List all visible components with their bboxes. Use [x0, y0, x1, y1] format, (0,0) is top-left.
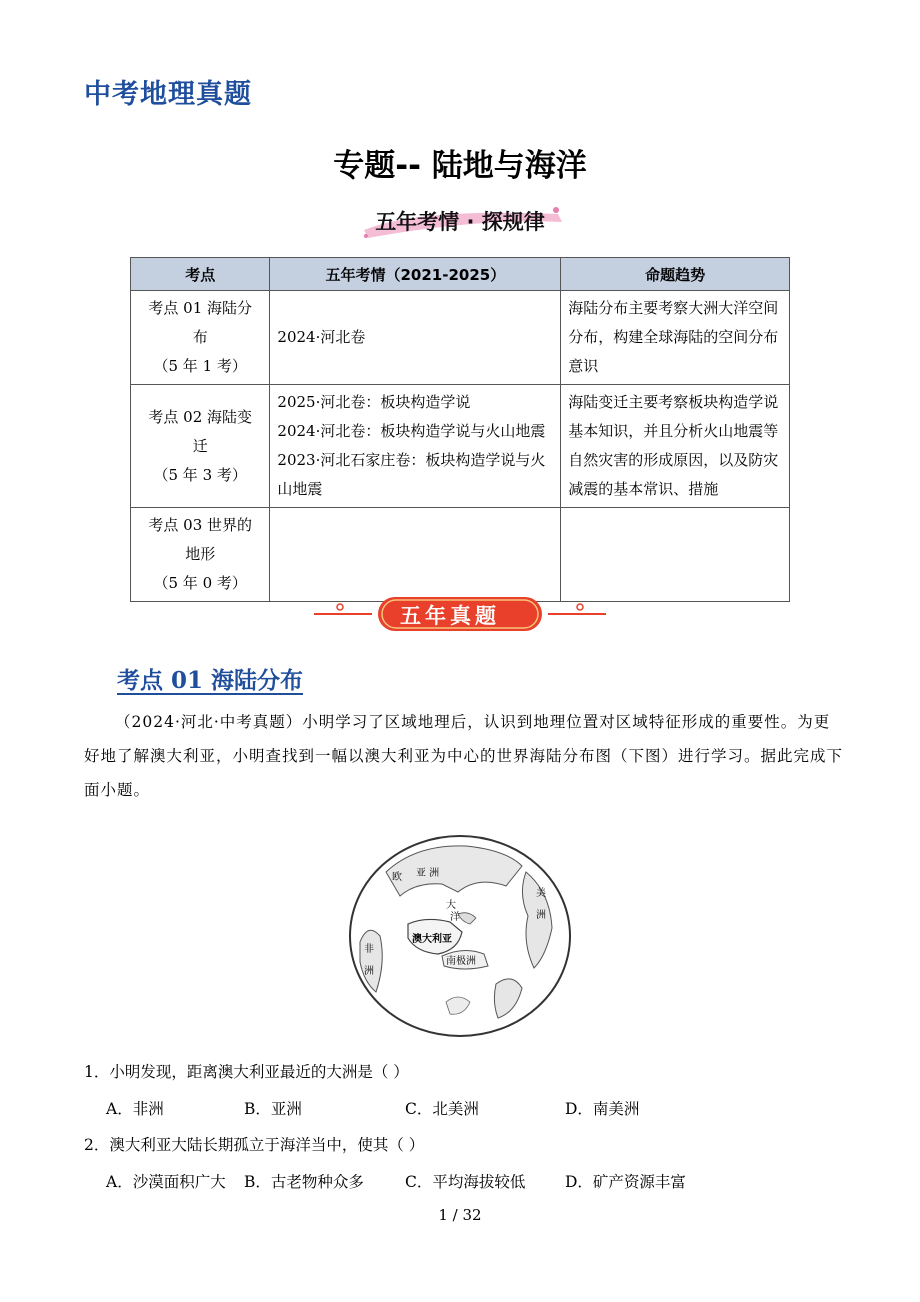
point-frequency: （5 年 3 考） [153, 465, 247, 484]
table-header-row [131, 258, 790, 291]
world-map-figure [346, 832, 574, 1040]
exams-cell [270, 508, 561, 602]
map-label-antarctica: 南极洲 [446, 956, 476, 967]
map-label-america-1: 美 [536, 888, 546, 899]
question-2-option-c[interactable]: C．平均海拔较低 [405, 1173, 526, 1191]
point-cell [131, 385, 270, 508]
exam-entry: 2024·河北卷 [277, 328, 366, 346]
section-heading: 考点 01 海陆分布 [117, 667, 304, 694]
question-intro: （2024·河北·中考真题）小明学习了区域地理后，认识到地理位置对区域特征形成的重要性。为更好地了解澳大利亚，小明查找到一幅以澳大利亚为中心的世界海陆分布图（下图）进行学习。据此完成下面小题。 [84, 713, 844, 799]
map-label-australia: 澳大利亚 [412, 934, 452, 945]
point-name: 考点 01 海陆分 [148, 299, 253, 317]
table-row [131, 508, 790, 602]
map-label-oceania: 大 [446, 900, 456, 911]
question-1-option-d[interactable]: D．南美洲 [565, 1100, 640, 1118]
column-header-trend: 命题趋势 [561, 258, 790, 291]
point-frequency: （5 年 1 考） [153, 357, 247, 375]
five-year-trend-table [130, 257, 790, 602]
trend-banner-label: 五年考情 · 探规律 [375, 210, 545, 234]
question-2-option-d[interactable]: D．矿产资源丰富 [565, 1173, 686, 1191]
point-name-cont: 布 [192, 328, 208, 346]
question-2-option-b[interactable]: B．古老物种众多 [244, 1173, 364, 1191]
map-label-africa-2: 洲 [364, 966, 374, 977]
column-header-exams: 五年考情（2021-2025） [270, 258, 561, 291]
column-header-point: 考点 [131, 258, 270, 291]
trend-cell [561, 508, 790, 602]
map-label-oceania-2: 洋 [450, 912, 460, 923]
question-1-option-b[interactable]: B．亚洲 [244, 1100, 302, 1118]
map-label-africa-1: 非 [364, 944, 374, 955]
question-1-option-a[interactable]: A．非洲 [106, 1100, 164, 1118]
point-name: 考点 03 世界的 [148, 516, 253, 534]
document-title: 专题-- 陆地与海洋 [333, 148, 587, 184]
header-brand: 中考地理真题 [84, 79, 252, 110]
table-row [131, 385, 790, 508]
exam-entry: 2023·河北石家庄卷：板块构造学说与火山地震 [277, 451, 546, 498]
question-2-option-a[interactable]: A．沙漠面积广大 [106, 1173, 226, 1191]
page-number: 1 / 32 [438, 1206, 482, 1224]
question-1-stem: 1．小明发现，距离澳大利亚最近的大洲是（ ） [84, 1063, 409, 1081]
point-cell [131, 291, 270, 385]
exams-cell [270, 385, 561, 508]
point-frequency: （5 年 0 考） [153, 574, 247, 592]
map-label-asia: 亚 洲 [416, 868, 440, 879]
point-name-cont: 地形 [185, 545, 216, 563]
point-name: 考点 02 海陆变 [148, 407, 253, 426]
table-row [131, 291, 790, 385]
exam-entry: 2024·河北卷：板块构造学说与火山地震 [277, 422, 546, 440]
map-label-america-2: 洲 [536, 910, 546, 921]
map-label-europe: 欧 [392, 872, 402, 883]
question-1-option-c[interactable]: C．北美洲 [405, 1100, 479, 1118]
exam-entry: 2025·河北卷：板块构造学说 [277, 393, 471, 411]
trend-cell: 海陆变迁主要考察板块构造学说基本知识，并且分析火山地震等自然灾害的形成原因，以及防灾减震的基本常识、措施 [561, 385, 790, 508]
point-name-cont: 迁 [192, 436, 208, 455]
question-2-stem: 2．澳大利亚大陆长期孤立于海洋当中，使其（ ） [84, 1136, 425, 1154]
trend-cell: 海陆分布主要考察大洲大洋空间分布，构建全球海陆的空间分布意识 [561, 291, 790, 385]
point-cell [131, 508, 270, 602]
exams-cell [270, 291, 561, 385]
exam-banner-label: 五年真题 [400, 604, 500, 628]
